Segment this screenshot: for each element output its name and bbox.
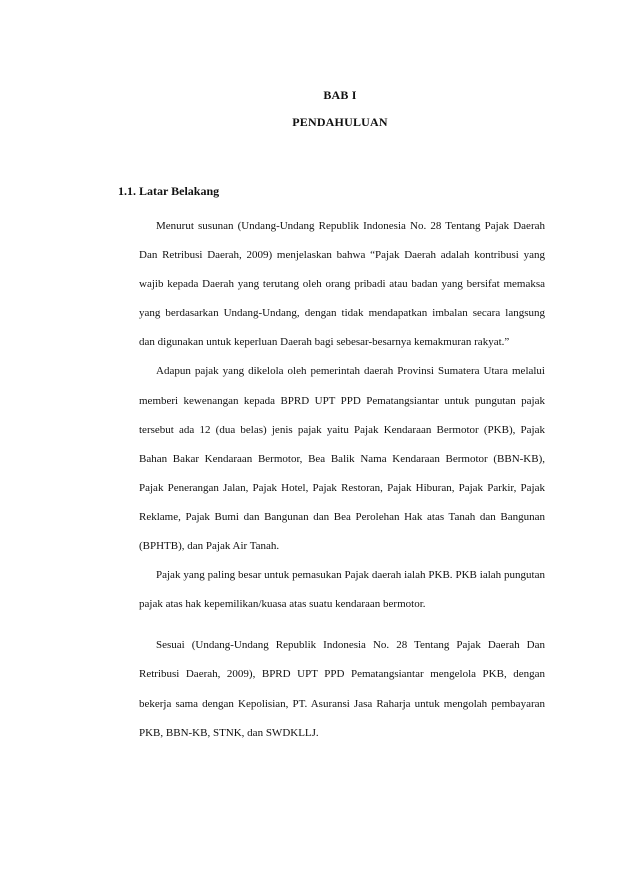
body-text	[139, 212, 545, 748]
paragraph-1: Menurut susunan (Undang-Undang Republik Indonesia No. 28 Tentang Pajak Daerah Dan Retribusi Daerah, 2009) menjelaskan bahwa “Pajak Daerah adalah kontribusi yang wajib kepada Daerah yang terutang oleh orang pribadi atau badan yang bersifat memaksa yang berdasarkan Undang-Undang, dengan tidak mendapatkan imbalan secara langsung dan digunakan untuk keperluan Daerah bagi sebesar-besarnya kemakmuran rakyat.”	[139, 220, 545, 349]
paragraph-3: Pajak yang paling besar untuk pemasukan Pajak daerah ialah PKB. PKB ialah pungutan pajak atas hak kepemilikan/kuasa atas suatu kendaraan bermotor.	[139, 569, 545, 611]
chapter-title: PENDAHULUAN	[292, 115, 388, 129]
paragraph-2: Adapun pajak yang dikelola oleh pemerintah daerah Provinsi Sumatera Utara melalui memberi kewenangan kepada BPRD UPT PPD Pematangsiantar untuk pungutan pajak tersebut ada 12 (dua belas) jenis pajak yaitu Pajak Kendaraan Bermotor (PKB), Pajak Bahan Bakar Kendaraan Bermotor, Bea Balik Nama Kendaraan Bermotor (BBN-KB), Pajak Penerangan Jalan, Pajak Hotel, Pajak Restoran, Pajak Hiburan, Pajak Parkir, Pajak Reklame, Pajak Bumi dan Bangunan dan Bea Perolehan Hak atas Tanah dan Bangunan (BPHTB), dan Pajak Air Tanah.	[139, 365, 545, 553]
section-heading: 1.1. Latar Belakang	[118, 184, 220, 198]
chapter-label: BAB I	[323, 88, 357, 102]
paragraph-4: Sesuai (Undang-Undang Republik Indonesia No. 28 Tentang Pajak Daerah Dan Retribusi Daerah, 2009), BPRD UPT PPD Pematangsiantar mengelola PKB, dengan bekerja sama dengan Kepolisian, PT. Asuransi Jasa Raharja untuk mengolah pembayaran PKB, BBN-KB, STNK, dan SWDKLLJ.	[139, 639, 545, 739]
